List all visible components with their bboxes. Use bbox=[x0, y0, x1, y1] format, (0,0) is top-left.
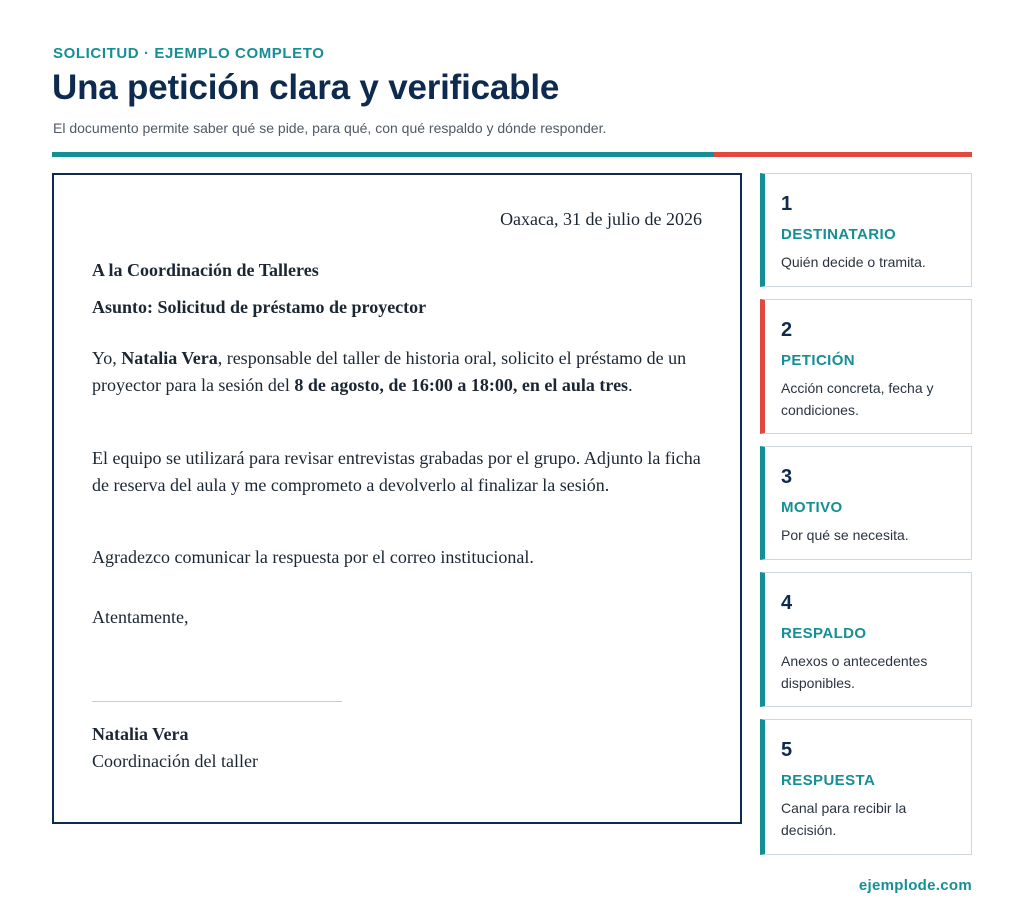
letter-paragraph-reason: El equipo se utilizará para revisar entrevistas grabadas por el grupo. Adjunto la ficha de reserva del aula y me comprometo a devolverlo al finalizar la sesión. bbox=[92, 448, 701, 495]
letter-paragraph-response: Agradezco comunicar la respuesta por el correo institucional. bbox=[92, 547, 534, 567]
part-card-recipient bbox=[760, 173, 972, 287]
part-label: RESPALDO bbox=[781, 625, 867, 642]
p1-date-place: 8 de agosto, de 16:00 a 18:00, en el aula tres bbox=[294, 375, 629, 395]
part-number: 5 bbox=[781, 739, 793, 761]
part-label: MOTIVO bbox=[781, 499, 843, 516]
letter-paragraph-request bbox=[92, 345, 712, 399]
signature-line bbox=[92, 701, 342, 702]
letter-date: Oaxaca, 31 de julio de 2026 bbox=[500, 209, 702, 229]
eyebrow: SOLICITUD · EJEMPLO COMPLETO bbox=[53, 45, 325, 62]
part-description: Por qué se necesita. bbox=[781, 527, 909, 543]
signature-role: Coordinación del taller bbox=[92, 751, 258, 771]
p1-text-b: , responsable del taller de historia oral, solicito el préstamo de un proyector para la sesión del bbox=[92, 348, 687, 395]
footer-brand: ejemplode.com bbox=[858, 877, 972, 894]
page-title: Una petición clara y verificable bbox=[52, 68, 560, 107]
part-number: 3 bbox=[781, 466, 793, 488]
letter-subject: Asunto: Solicitud de préstamo de proyector bbox=[92, 297, 427, 317]
letter-closing: Atentamente, bbox=[92, 607, 189, 627]
part-number: 4 bbox=[781, 592, 793, 614]
part-card-request bbox=[760, 299, 972, 434]
header-rule bbox=[52, 152, 972, 157]
part-number: 2 bbox=[781, 319, 793, 341]
p1-text-c: . bbox=[628, 375, 633, 395]
part-label: PETICIÓN bbox=[781, 352, 856, 369]
part-card-response bbox=[760, 719, 972, 855]
letter-document bbox=[52, 173, 742, 824]
letter-recipient: A la Coordinación de Talleres bbox=[92, 260, 319, 280]
header-rule-teal bbox=[52, 152, 714, 157]
part-card-support bbox=[760, 572, 972, 707]
part-description: Anexos o antecedentes disponibles. bbox=[781, 653, 928, 691]
header-rule-red bbox=[714, 152, 972, 157]
part-label: DESTINATARIO bbox=[781, 226, 897, 243]
part-card-reason bbox=[760, 446, 972, 560]
p1-applicant-name: Natalia Vera bbox=[121, 348, 218, 368]
signature-name: Natalia Vera bbox=[92, 724, 189, 744]
part-number: 1 bbox=[781, 193, 793, 215]
part-label: RESPUESTA bbox=[781, 772, 876, 789]
part-description: Acción concreta, fecha y condiciones. bbox=[781, 380, 934, 418]
p1-text-a: Yo, bbox=[92, 348, 122, 368]
part-description: Canal para recibir la decisión. bbox=[781, 800, 907, 838]
part-description: Quién decide o tramita. bbox=[781, 254, 926, 270]
page-subtitle: El documento permite saber qué se pide, para qué, con qué respaldo y dónde responder. bbox=[53, 120, 607, 136]
